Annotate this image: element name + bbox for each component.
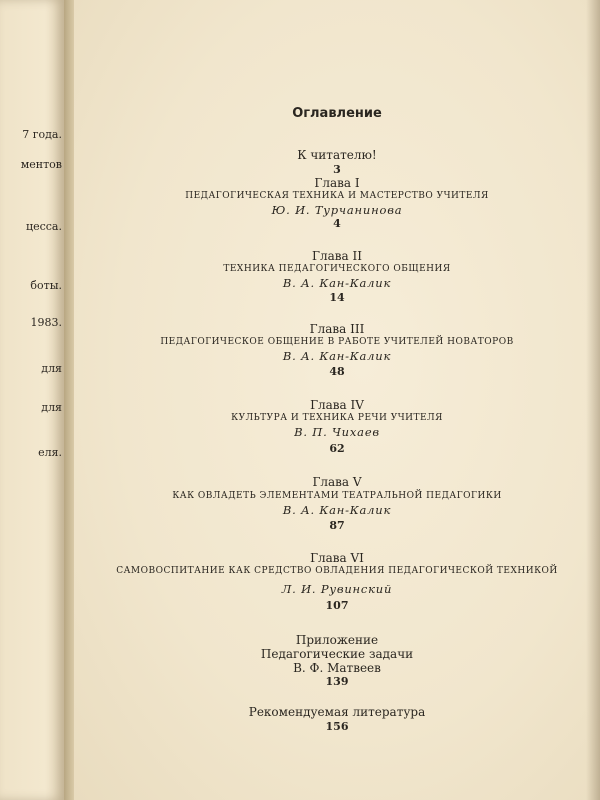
page-edge-shadow [586,0,600,800]
to-reader-page: 3 [333,163,341,176]
chapter-6-title: САМОВОСПИТАНИЕ КАК СРЕДСТВО ОВЛАДЕНИЯ ПЕДАГОГИЧЕСКОЙ ТЕХНИКОЙ [116,566,558,576]
chapter-2-title: ТЕХНИКА ПЕДАГОГИЧЕСКОГО ОБЩЕНИЯ [223,264,451,274]
chapter-4-page: 62 [329,442,345,455]
left-page-fragment: для [41,401,62,414]
chapter-6-author: Л. И. Рувинский [281,582,393,596]
chapter-3-title: ПЕДАГОГИЧЕСКОЕ ОБЩЕНИЕ В РАБОТЕ УЧИТЕЛЕЙ НОВАТОРОВ [160,337,514,347]
chapter-5-author: В. А. Кан-Калик [282,503,392,517]
literature-page: 156 [325,720,349,733]
right-page [74,0,600,800]
left-page-fragment: боты. [30,279,62,292]
left-page-fragment: 7 года. [22,128,62,141]
table-of-contents [74,0,600,800]
chapter-5-number: Глава V [312,475,362,489]
chapter-1-title: ПЕДАГОГИЧЕСКАЯ ТЕХНИКА И МАСТЕРСТВО УЧИТЕЛЯ [185,191,489,201]
chapter-5-title: КАК ОВЛАДЕТЬ ЭЛЕМЕНТАМИ ТЕАТРАЛЬНОЙ ПЕДАГОГИКИ [172,491,502,501]
chapter-2-author: В. А. Кан-Калик [282,276,392,290]
left-page [0,0,64,800]
toc-heading: Оглавление [292,106,382,121]
appendix-author: В. Ф. Матвеев [293,661,381,675]
chapter-6-page: 107 [325,599,349,612]
chapter-3-page: 48 [329,365,345,378]
chapter-4-title: КУЛЬТУРА И ТЕХНИКА РЕЧИ УЧИТЕЛЯ [231,413,443,423]
book-gutter [64,0,74,800]
chapter-3-author: В. А. Кан-Калик [282,349,392,363]
left-page-fragment: ментов [20,158,62,171]
left-page-fragment: для [41,362,62,375]
left-page-fragment: еля. [38,446,62,459]
appendix-label: Приложение [295,633,379,647]
appendix-title: Педагогические задачи [260,647,414,661]
left-page-fragment: цесса. [26,220,62,233]
appendix-page: 139 [325,675,349,688]
chapter-4-author: В. П. Чихаев [294,425,380,439]
literature-label: Рекомендуемая литература [248,705,426,719]
chapter-1-number: Глава I [314,176,360,190]
chapter-2-number: Глава II [312,249,362,263]
chapter-6-number: Глава VI [310,551,364,565]
chapter-5-page: 87 [329,519,345,532]
chapter-4-number: Глава IV [310,398,364,412]
chapter-2-page: 14 [329,291,345,304]
to-reader-label: К читателю! [297,148,377,162]
chapter-1-page: 4 [333,217,341,230]
chapter-1-author: Ю. И. Турчанинова [271,203,403,217]
left-page-fragment: 1983. [30,316,62,329]
chapter-3-number: Глава III [309,322,365,336]
